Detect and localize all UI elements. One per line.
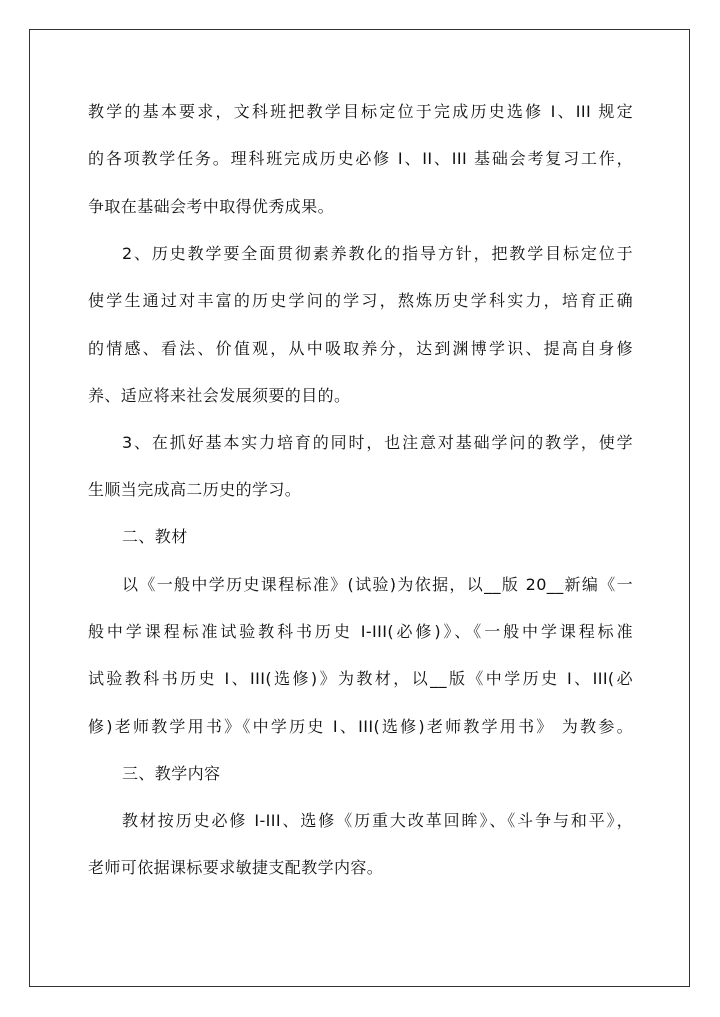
paragraph-first-line: 2、历史教学要全面贯彻素养教化的指导方针，把教学目标定位于 (122, 244, 633, 263)
text-line: 老师可依据课标要求敏捷支配教学内容。 (88, 858, 384, 877)
text-line: 养、适应将来社会发展须要的目的。 (88, 386, 351, 405)
text-line: 生顺当完成高二历史的学习。 (88, 480, 302, 499)
page-border (29, 29, 690, 987)
text-line: 争取在基础会考中取得优秀成果。 (88, 197, 335, 216)
text-line: 的各项教学任务。理科班完成历史必修 I、II、III 基础会考复习工作， (88, 149, 633, 168)
text-line: 的情感、看法、价值观，从中吸取养分，达到渊博学识、提高自身修 (88, 339, 633, 358)
text-line: 试验教科书历史 I、III(选修)》为教材，以__版《中学历史 I、III(必 (88, 669, 633, 688)
text-line: 教学的基本要求，文科班把教学目标定位于完成历史选修 I、III 规定 (88, 102, 633, 121)
section-heading: 三、教学内容 (122, 764, 221, 783)
text-line: 使学生通过对丰富的历史学问的学习，熬炼历史学科实力，培育正确 (88, 291, 633, 310)
text-line: 修)老师教学用书》《中学历史 I、III(选修)老师教学用书》 为教参。 (88, 717, 633, 736)
text-line: 般中学课程标准试验教科书历史 I-III(必修)》、《一般中学课程标准 (88, 622, 633, 641)
paragraph-first-line: 教材按历史必修 I-III、选修《历重大改革回眸》、《斗争与和平》， (122, 811, 633, 830)
paragraph-first-line: 3、在抓好基本实力培育的同时，也注意对基础学问的教学，使学 (122, 433, 633, 452)
section-heading: 二、教材 (122, 527, 188, 546)
paragraph-first-line: 以《一般中学历史课程标准》(试验)为依据，以__版 20__新编《一 (122, 575, 633, 594)
